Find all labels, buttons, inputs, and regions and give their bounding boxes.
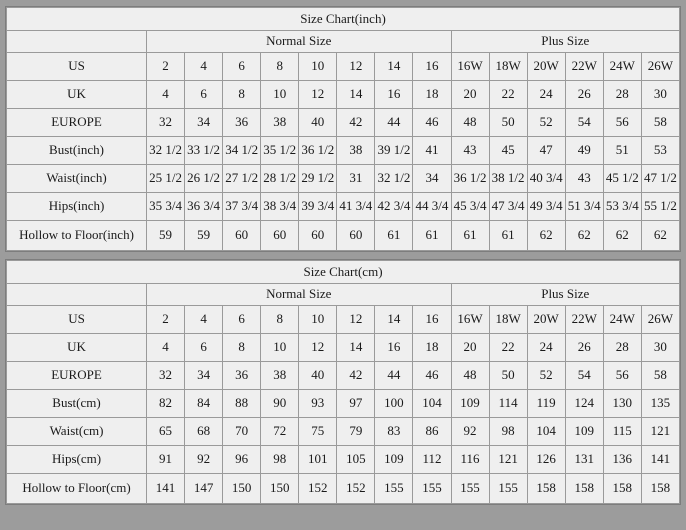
table-cell: 116: [451, 446, 489, 474]
table-row: [7, 446, 680, 474]
table-cell: 26 1/2: [185, 165, 223, 193]
table-cell: 61: [413, 221, 451, 251]
table-cell: 75: [299, 418, 337, 446]
table-cell: 4: [147, 81, 185, 109]
table-cell: 18W: [489, 306, 527, 334]
table-cell: 28: [603, 81, 641, 109]
table-cell: 126: [527, 446, 565, 474]
table-cell: 46: [413, 109, 451, 137]
size-chart-inch-table: [6, 7, 680, 251]
table-row: [7, 137, 680, 165]
table-cell: 32 1/2: [147, 137, 185, 165]
row-label: Waist(cm): [7, 418, 147, 446]
table-cell: 16: [413, 306, 451, 334]
table-cell: 8: [223, 81, 261, 109]
row-label: EUROPE: [7, 109, 147, 137]
table-cell: 49 3/4: [527, 193, 565, 221]
table-cell: 44: [375, 109, 413, 137]
table-cell: 45 1/2: [603, 165, 641, 193]
table-cell: 22W: [565, 53, 603, 81]
table-cell: 22: [489, 81, 527, 109]
table-cell: 6: [223, 53, 261, 81]
table-cell: 62: [527, 221, 565, 251]
table-row: [7, 165, 680, 193]
table-cell: 62: [565, 221, 603, 251]
chart-title: Size Chart(inch): [7, 8, 680, 31]
table-row: [7, 53, 680, 81]
table-cell: 30: [641, 334, 679, 362]
table-cell: 38 1/2: [489, 165, 527, 193]
table-cell: 40: [299, 362, 337, 390]
table-cell: 10: [261, 81, 299, 109]
table-cell: 155: [413, 474, 451, 504]
table-cell: 18W: [489, 53, 527, 81]
table-row: [7, 362, 680, 390]
table-row: [7, 306, 680, 334]
table-cell: 121: [489, 446, 527, 474]
table-cell: 155: [451, 474, 489, 504]
table-cell: 109: [451, 390, 489, 418]
table-cell: 48: [451, 109, 489, 137]
size-chart-cm-table: [6, 260, 680, 504]
table-cell: 24W: [603, 306, 641, 334]
table-cell: 34: [185, 109, 223, 137]
table-cell: 24W: [603, 53, 641, 81]
table-cell: 27 1/2: [223, 165, 261, 193]
table-row: [7, 474, 680, 504]
table-cell: 43: [565, 165, 603, 193]
table-cell: 54: [565, 109, 603, 137]
table-cell: 60: [223, 221, 261, 251]
table-cell: 8: [223, 334, 261, 362]
table-cell: 56: [603, 362, 641, 390]
table-cell: 10: [299, 306, 337, 334]
table-cell: 70: [223, 418, 261, 446]
table-cell: 26W: [641, 53, 679, 81]
table-cell: 83: [375, 418, 413, 446]
table-cell: 112: [413, 446, 451, 474]
table-cell: 92: [185, 446, 223, 474]
table-cell: 32: [147, 362, 185, 390]
size-chart-cm: [5, 259, 681, 505]
table-cell: 155: [375, 474, 413, 504]
table-cell: 40 3/4: [527, 165, 565, 193]
table-cell: 20W: [527, 306, 565, 334]
corner-cell: [7, 284, 147, 306]
table-cell: 56: [603, 109, 641, 137]
table-cell: 35 3/4: [147, 193, 185, 221]
table-cell: 158: [527, 474, 565, 504]
table-cell: 6: [223, 306, 261, 334]
table-cell: 141: [147, 474, 185, 504]
table-cell: 54: [565, 362, 603, 390]
table-cell: 52: [527, 362, 565, 390]
table-cell: 38: [337, 137, 375, 165]
table-cell: 38: [261, 109, 299, 137]
table-cell: 28 1/2: [261, 165, 299, 193]
table-cell: 150: [223, 474, 261, 504]
table-cell: 36: [223, 109, 261, 137]
size-chart-cm-body: [7, 261, 680, 504]
table-cell: 51 3/4: [565, 193, 603, 221]
table-cell: 14: [375, 53, 413, 81]
table-cell: 12: [337, 306, 375, 334]
table-cell: 92: [451, 418, 489, 446]
table-cell: 6: [185, 81, 223, 109]
chart-group-row: [7, 284, 680, 306]
table-cell: 53: [641, 137, 679, 165]
group-header: Plus Size: [451, 284, 680, 306]
row-label: UK: [7, 81, 147, 109]
table-cell: 60: [337, 221, 375, 251]
table-cell: 61: [375, 221, 413, 251]
table-cell: 150: [261, 474, 299, 504]
chart-title-row: [7, 261, 680, 284]
table-cell: 58: [641, 362, 679, 390]
table-cell: 86: [413, 418, 451, 446]
size-chart-inch-body: [7, 8, 680, 251]
table-cell: 16W: [451, 53, 489, 81]
table-cell: 47 1/2: [641, 165, 679, 193]
table-cell: 16W: [451, 306, 489, 334]
table-cell: 147: [185, 474, 223, 504]
table-cell: 32: [147, 109, 185, 137]
table-cell: 90: [261, 390, 299, 418]
table-cell: 44: [375, 362, 413, 390]
table-cell: 24: [527, 334, 565, 362]
row-label: Bust(cm): [7, 390, 147, 418]
table-cell: 61: [451, 221, 489, 251]
table-cell: 38 3/4: [261, 193, 299, 221]
table-cell: 38: [261, 362, 299, 390]
table-cell: 52: [527, 109, 565, 137]
row-label: Hollow to Floor(inch): [7, 221, 147, 251]
group-header: Normal Size: [147, 31, 452, 53]
table-cell: 36: [223, 362, 261, 390]
table-cell: 26: [565, 334, 603, 362]
table-cell: 2: [147, 53, 185, 81]
table-cell: 115: [603, 418, 641, 446]
table-cell: 45: [489, 137, 527, 165]
table-cell: 24: [527, 81, 565, 109]
table-cell: 50: [489, 362, 527, 390]
table-cell: 18: [413, 81, 451, 109]
table-cell: 43: [451, 137, 489, 165]
table-cell: 47: [527, 137, 565, 165]
table-cell: 16: [375, 334, 413, 362]
table-cell: 135: [641, 390, 679, 418]
table-cell: 58: [641, 109, 679, 137]
table-cell: 88: [223, 390, 261, 418]
table-row: [7, 109, 680, 137]
table-cell: 34 1/2: [223, 137, 261, 165]
table-cell: 48: [451, 362, 489, 390]
table-cell: 14: [337, 81, 375, 109]
table-cell: 8: [261, 53, 299, 81]
table-cell: 119: [527, 390, 565, 418]
table-cell: 50: [489, 109, 527, 137]
table-cell: 124: [565, 390, 603, 418]
table-cell: 60: [261, 221, 299, 251]
table-row: [7, 418, 680, 446]
table-row: [7, 334, 680, 362]
table-cell: 29 1/2: [299, 165, 337, 193]
table-cell: 104: [527, 418, 565, 446]
table-cell: 158: [603, 474, 641, 504]
group-header: Plus Size: [451, 31, 680, 53]
table-cell: 104: [413, 390, 451, 418]
table-cell: 136: [603, 446, 641, 474]
table-cell: 47 3/4: [489, 193, 527, 221]
table-cell: 65: [147, 418, 185, 446]
table-cell: 16: [413, 53, 451, 81]
table-cell: 141: [641, 446, 679, 474]
table-cell: 109: [375, 446, 413, 474]
row-label: Hips(inch): [7, 193, 147, 221]
table-cell: 155: [489, 474, 527, 504]
table-cell: 31: [337, 165, 375, 193]
table-cell: 12: [299, 81, 337, 109]
table-cell: 30: [641, 81, 679, 109]
table-cell: 39 3/4: [299, 193, 337, 221]
table-cell: 42: [337, 109, 375, 137]
table-cell: 26W: [641, 306, 679, 334]
table-cell: 41 3/4: [337, 193, 375, 221]
table-cell: 26: [565, 81, 603, 109]
table-cell: 84: [185, 390, 223, 418]
table-cell: 36 1/2: [299, 137, 337, 165]
table-cell: 20: [451, 334, 489, 362]
table-cell: 130: [603, 390, 641, 418]
table-cell: 39 1/2: [375, 137, 413, 165]
table-cell: 8: [261, 306, 299, 334]
table-row: [7, 193, 680, 221]
table-cell: 2: [147, 306, 185, 334]
table-cell: 59: [185, 221, 223, 251]
table-cell: 49: [565, 137, 603, 165]
table-cell: 55 1/2: [641, 193, 679, 221]
table-cell: 14: [337, 334, 375, 362]
table-cell: 36 1/2: [451, 165, 489, 193]
row-label: UK: [7, 334, 147, 362]
table-cell: 79: [337, 418, 375, 446]
table-cell: 114: [489, 390, 527, 418]
table-cell: 152: [299, 474, 337, 504]
table-cell: 16: [375, 81, 413, 109]
table-cell: 60: [299, 221, 337, 251]
table-cell: 35 1/2: [261, 137, 299, 165]
table-cell: 97: [337, 390, 375, 418]
table-cell: 4: [185, 53, 223, 81]
row-label: Hips(cm): [7, 446, 147, 474]
group-header: Normal Size: [147, 284, 452, 306]
table-cell: 10: [299, 53, 337, 81]
table-cell: 6: [185, 334, 223, 362]
table-cell: 72: [261, 418, 299, 446]
table-cell: 93: [299, 390, 337, 418]
table-cell: 45 3/4: [451, 193, 489, 221]
row-label: US: [7, 306, 147, 334]
table-cell: 22: [489, 334, 527, 362]
table-cell: 12: [299, 334, 337, 362]
table-row: [7, 221, 680, 251]
table-cell: 18: [413, 334, 451, 362]
table-cell: 42 3/4: [375, 193, 413, 221]
table-cell: 25 1/2: [147, 165, 185, 193]
row-label: Bust(inch): [7, 137, 147, 165]
table-cell: 44 3/4: [413, 193, 451, 221]
table-cell: 105: [337, 446, 375, 474]
table-cell: 91: [147, 446, 185, 474]
row-label: Hollow to Floor(cm): [7, 474, 147, 504]
row-label: Waist(inch): [7, 165, 147, 193]
table-cell: 158: [641, 474, 679, 504]
table-cell: 98: [261, 446, 299, 474]
table-cell: 12: [337, 53, 375, 81]
chart-title: Size Chart(cm): [7, 261, 680, 284]
table-cell: 36 3/4: [185, 193, 223, 221]
table-cell: 51: [603, 137, 641, 165]
table-cell: 20W: [527, 53, 565, 81]
row-label: EUROPE: [7, 362, 147, 390]
table-cell: 46: [413, 362, 451, 390]
table-row: [7, 81, 680, 109]
table-cell: 61: [489, 221, 527, 251]
table-cell: 131: [565, 446, 603, 474]
table-cell: 37 3/4: [223, 193, 261, 221]
table-cell: 10: [261, 334, 299, 362]
table-cell: 68: [185, 418, 223, 446]
table-cell: 4: [185, 306, 223, 334]
table-cell: 33 1/2: [185, 137, 223, 165]
table-cell: 96: [223, 446, 261, 474]
table-cell: 41: [413, 137, 451, 165]
table-cell: 101: [299, 446, 337, 474]
corner-cell: [7, 31, 147, 53]
table-cell: 62: [603, 221, 641, 251]
table-cell: 59: [147, 221, 185, 251]
table-cell: 53 3/4: [603, 193, 641, 221]
table-cell: 109: [565, 418, 603, 446]
table-cell: 152: [337, 474, 375, 504]
table-cell: 28: [603, 334, 641, 362]
table-cell: 22W: [565, 306, 603, 334]
size-chart-inch: [5, 6, 681, 252]
table-cell: 32 1/2: [375, 165, 413, 193]
table-row: [7, 390, 680, 418]
table-cell: 14: [375, 306, 413, 334]
row-label: US: [7, 53, 147, 81]
table-cell: 82: [147, 390, 185, 418]
table-cell: 40: [299, 109, 337, 137]
table-cell: 4: [147, 334, 185, 362]
table-cell: 20: [451, 81, 489, 109]
chart-group-row: [7, 31, 680, 53]
chart-title-row: [7, 8, 680, 31]
table-cell: 98: [489, 418, 527, 446]
table-cell: 100: [375, 390, 413, 418]
table-cell: 34: [413, 165, 451, 193]
table-cell: 34: [185, 362, 223, 390]
table-cell: 121: [641, 418, 679, 446]
table-cell: 158: [565, 474, 603, 504]
table-cell: 62: [641, 221, 679, 251]
table-cell: 42: [337, 362, 375, 390]
